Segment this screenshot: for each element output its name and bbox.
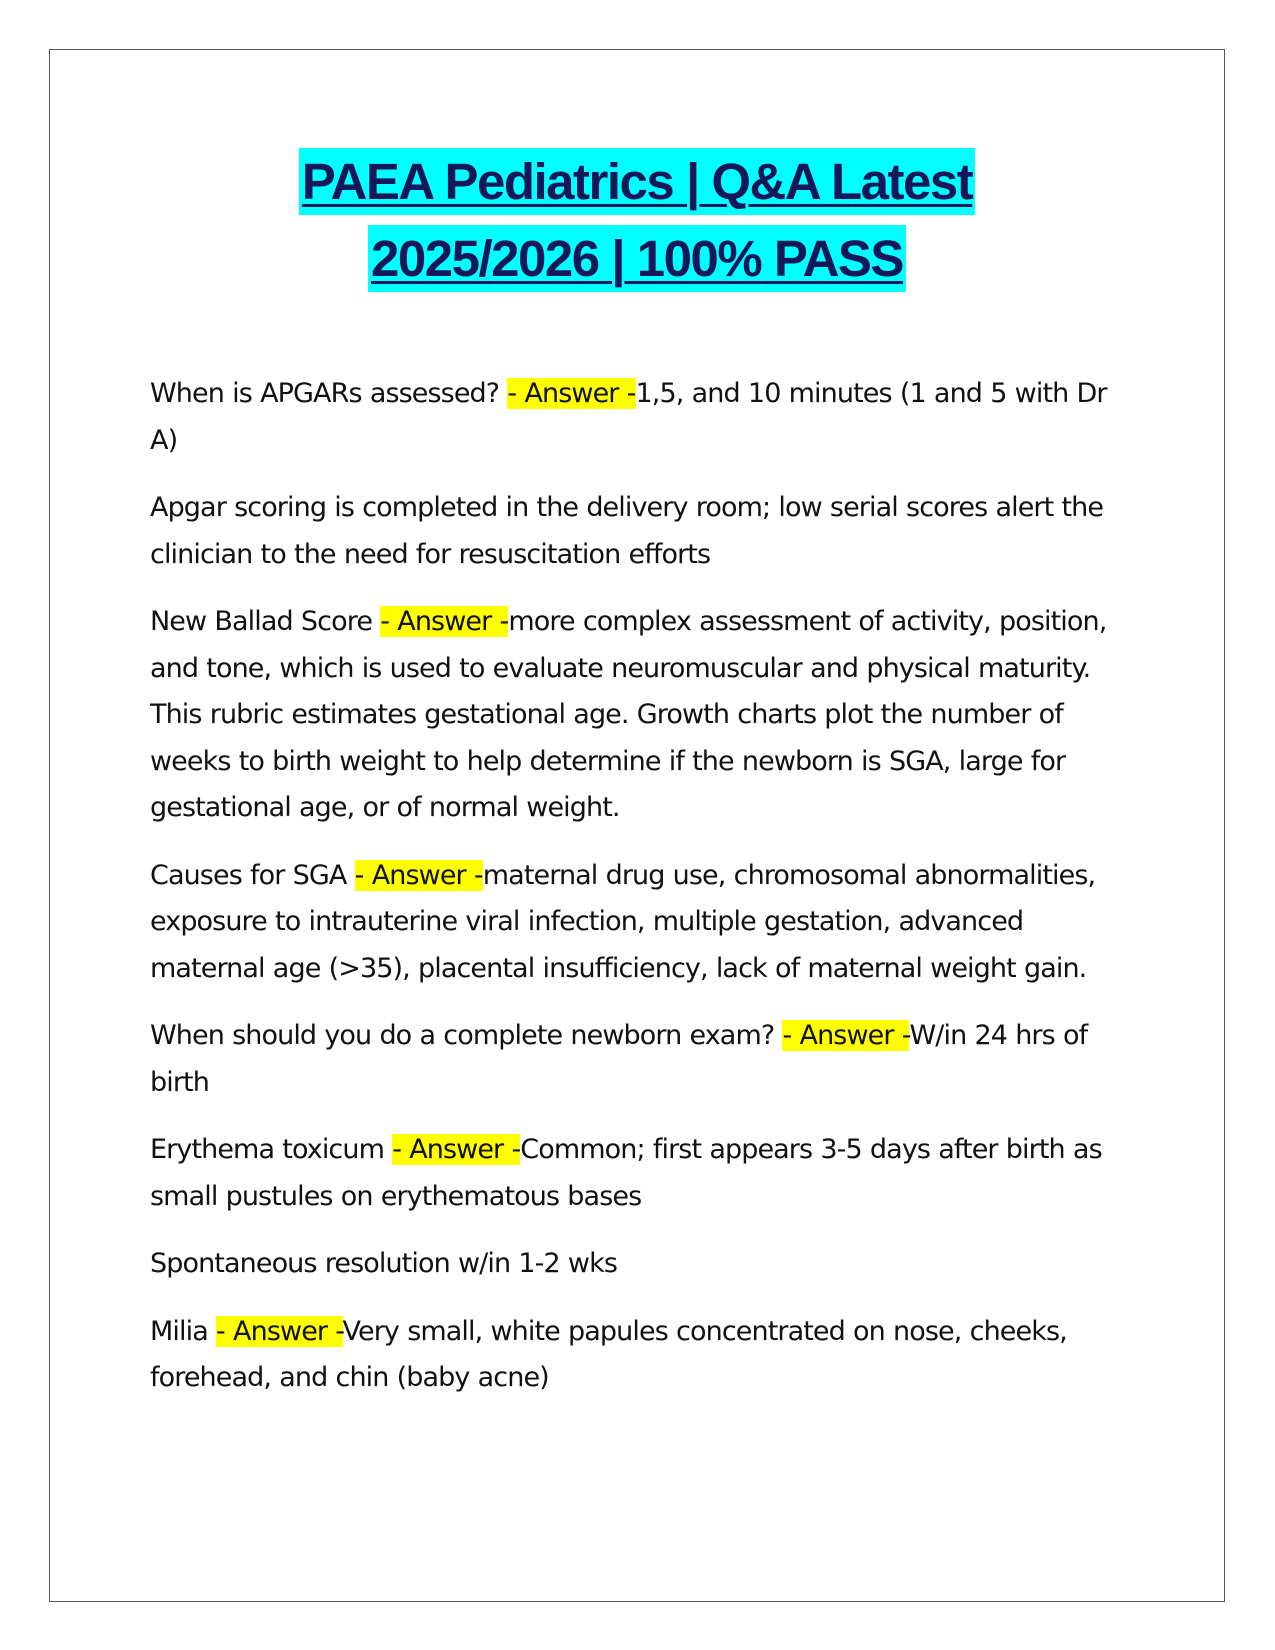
answer-marker: - Answer - bbox=[507, 378, 636, 409]
answer-marker: - Answer - bbox=[216, 1315, 343, 1347]
qa-content bbox=[150, 371, 1130, 1423]
note-text: Spontaneous resolution w/in 1-2 wks bbox=[150, 1248, 618, 1279]
question-text: When should you do a complete newborn exam? bbox=[150, 1020, 783, 1051]
note-apgar-scoring bbox=[150, 485, 1130, 578]
qa-item-causes-sga bbox=[150, 853, 1130, 993]
qa-item-new-ballad-score bbox=[150, 599, 1130, 832]
answer-text: maternal drug use, chromosomal abnormalities, exposure to intrauterine viral infection, multiple gestation, advanced maternal age (>35), placental insufficiency, lack of maternal weight gain. bbox=[150, 859, 1096, 984]
answer-text: W/in 24 hrs of birth bbox=[150, 1020, 1088, 1098]
question-text: Erythema toxicum bbox=[150, 1134, 393, 1165]
qa-item-milia bbox=[150, 1309, 1130, 1402]
note-text: Apgar scoring is completed in the delivery room; low serial scores alert the clinician to the need for resuscitation efforts bbox=[150, 492, 1104, 570]
question-text: Causes for SGA bbox=[150, 859, 355, 891]
title-line-2: 2025/2026 | 100% PASS bbox=[368, 225, 906, 292]
question-text: When is APGARs assessed? bbox=[150, 378, 508, 409]
question-text: New Ballad Score bbox=[150, 606, 381, 637]
qa-item-apgar-timing bbox=[150, 371, 1130, 464]
answer-marker: - Answer - bbox=[782, 1020, 910, 1051]
title-line-1: PAEA Pediatrics | Q&A Latest bbox=[299, 148, 975, 215]
qa-item-newborn-exam bbox=[150, 1013, 1130, 1106]
question-text: Milia bbox=[150, 1315, 217, 1347]
answer-text: Very small, white papules concentrated on nose, cheeks, forehead, and chin (baby acne) bbox=[150, 1315, 1067, 1393]
answer-marker: - Answer - bbox=[380, 606, 509, 637]
answer-marker: - Answer - bbox=[354, 859, 483, 891]
document-title bbox=[49, 148, 1225, 302]
note-spontaneous-resolution bbox=[150, 1241, 1130, 1288]
answer-text: more complex assessment of activity, position, and tone, which is used to evaluate neuromuscular and physical maturity. This rubric estimates gestational age. Growth charts plot the number of weeks to birth weight to help determine if the newborn is SGA, large for gestational age, or of normal weight. bbox=[150, 606, 1107, 823]
qa-item-erythema-toxicum bbox=[150, 1127, 1130, 1220]
answer-marker: - Answer - bbox=[392, 1134, 521, 1165]
answer-text: 1,5, and 10 minutes (1 and 5 with Dr A) bbox=[150, 378, 1107, 456]
answer-text: Common; first appears 3-5 days after birth as small pustules on erythematous bases bbox=[150, 1134, 1102, 1212]
